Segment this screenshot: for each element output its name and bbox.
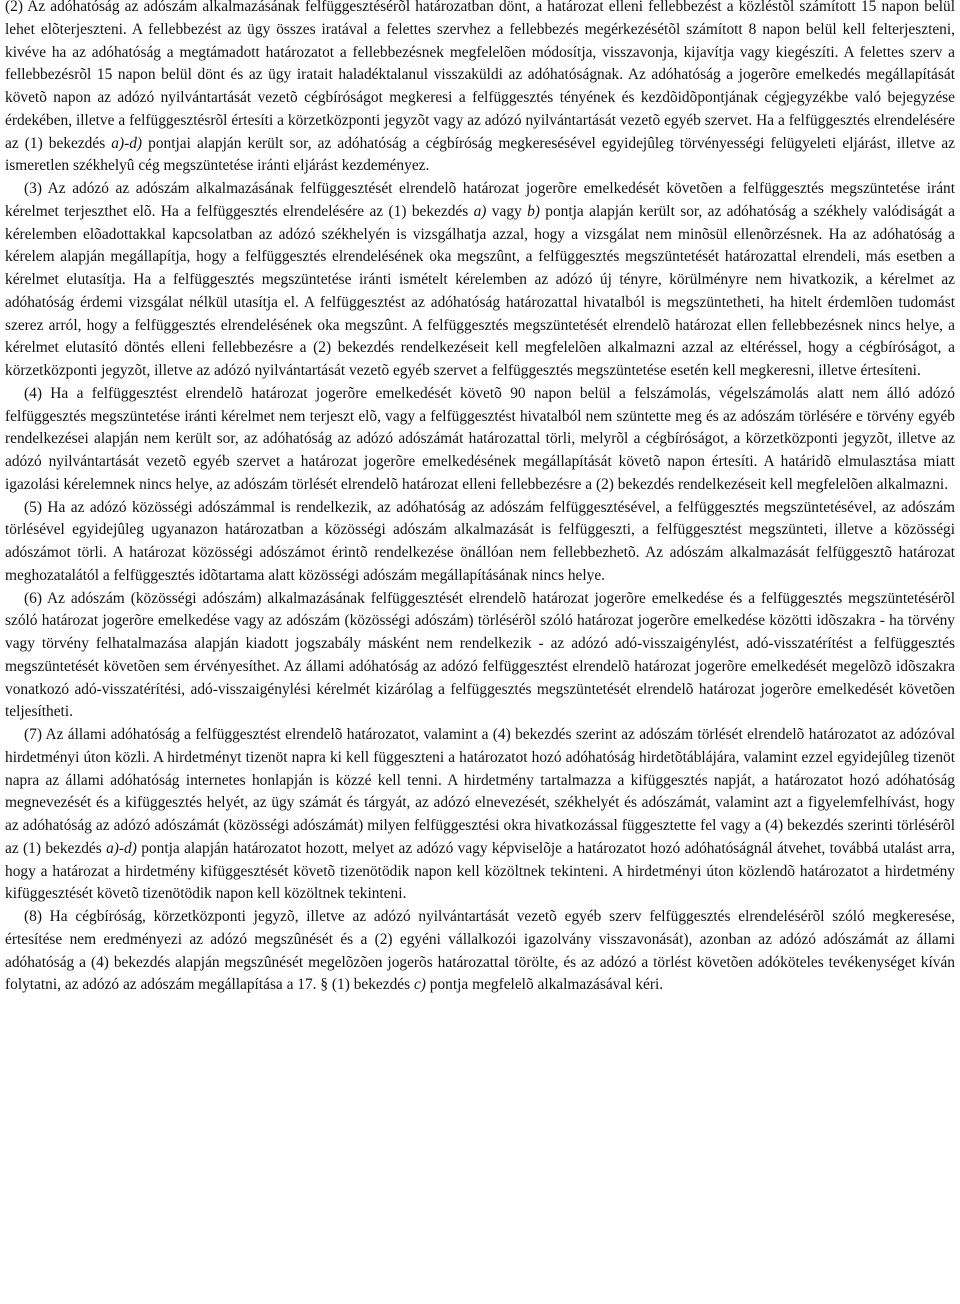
paragraph-p6-segment: (6) Az adószám (közösségi adószám) alkalmazásának felfüggesztését elrendelõ határozat jogerõre emelkedése és a felfüggesztés megszüntetésérõl szóló határozat jogerõre emelkedése vagy az adószám (közösségi adószám) törlésérõl szóló határozat jogerõre emelkedése közötti idõszakra - ha törvény vagy törvény felhatalmazása alapján kiadott jogszabály másként nem rendelkezik - az adózó adó-visszaigénylést, adó-visszatérítést a felfüggesztés megszüntetését követõen sem érvényesíthet. Az állami adóhatóság az adózó felfüggesztést elrendelõ határozat jogerõre emelkedését megelõzõ idõszakra vonatkozó adó-visszatérítési, adó-visszaigénylési kérelmét kizárólag a felfüggesztés megszüntetését elrendelõ határozat jogerõre emelkedését követõen teljesítheti. (5, 589, 955, 721)
paragraph-p5-segment: (5) Ha az adózó közösségi adószámmal is rendelkezik, az adóhatóság az adószám felfüggesztésével, a felfüggesztés megszüntetésével, az adószám törlésével egyidejûleg ugyanazon határozatban a közösségi adószám alkalmazását is felfüggeszti, a felfüggesztést megszünteti, illetve a közösségi adószámot törli. A határozat közösségi adószámot érintõ rendelkezése önállóan nem fellebbezhetõ. Az adószám alkalmazását felfüggesztõ határozat meghozatalától a felfüggesztés idõtartama alatt közösségi adószám megállapításának nincs helye. (5, 498, 955, 584)
paragraph-p7-segment: pontja alapján határozatot hozott, melyet az adózó vagy képviselõje a határozatot hozó adóhatóságnál átvehet, továbbá utalást arra, hogy a határozat a hirdetmény kifüggesztését követõ tizenötödik napon kell közöltnek tekinteni. A hirdetményi úton közlendõ határozatot a hirdetmény kifüggesztését követõ tizenötödik napon kell közöltnek tekinteni. (5, 839, 955, 903)
paragraph-p3-segment: pontja alapján került sor, az adóhatóság a székhely valódiságát a kérelemben elõadottakkal kapcsolatban az adózó székhelyén is vizsgálhatja azzal, hogy a vizsgálat nem minõsül ellenõrzésnek. Ha az adóhatóság a kérelem alapján megállapítja, hogy a felfüggesztés elrendelésének oka megszûnt, a felfüggesztés megszüntetését határozattal elrendeli, más esetben a kérelmet elutasítja. Ha a felfüggesztés megszüntetése iránti ismételt kérelemben az adózó új tényre, körülményre nem hivatkozik, a kérelmet az adóhatóság érdemi vizsgálat nélkül utasítja el. A felfüggesztést az adóhatóság határozattal hivatalból is megszüntetheti, ha hitelt érdemlõen tudomást szerez arról, hogy a felfüggesztés elrendelésének oka megszûnt. A felfüggesztés megszüntetését elrendelõ határozat ellen fellebbezésnek nincs helye, a kérelmet elutasító döntés elleni fellebbezésre a (2) bekezdés rendelkezéseit kell megfelelõen alkalmazni azzal az eltéréssel, hogy a cégbíróságot, a körzetközponti jegyzõt, illetve az adózó nyilvántartását vezetõ egyéb szervet a felfüggesztés megszüntetése esetén kell megkeresni, illetve értesíteni. (5, 202, 955, 379)
paragraph-p2-segment: a)-d) (111, 134, 143, 152)
paragraph-p2-segment: (2) Az adóhatóság az adószám alkalmazásának felfüggesztésérõl határozatban dönt, a határozat elleni fellebbezést a közléstõl számított 15 napon belül lehet elõterjeszteni. A fellebbezést az ügy összes iratával a felettes szervhez a fellebbezés megérkezésétõl számított 8 napon belül kell felterjeszteni, kivéve ha az adóhatóság a megtámadott határozatot a fellebbezésnek megfelelõen módosítja, visszavonja, kijavítja vagy kiegészíti. A felettes szerv a fellebbezésrõl 15 napon belül dönt és az ügy iratait haladéktalanul visszaküldi az adóhatóságnak. Az adóhatóság a jogerõre emelkedés megállapítását követõ napon az adózó nyilvántartását vezetõ cégbíróságot megkeresi a felfüggesztés tényének és kezdõidõpontjának cégjegyzékbe való bejegyzése érdekében, illetve a felfüggesztésrõl értesíti a körzetközponti jegyzõt vagy az adózó nyilvántartását vezetõ egyéb szervet. Ha a felfüggesztés elrendelésére az (1) bekezdés (5, 0, 955, 152)
paragraph-p8 (5, 906, 955, 997)
paragraph-p3-segment: vagy (486, 202, 528, 220)
paragraph-p3-segment: (3) Az adózó az adószám alkalmazásának felfüggesztését elrendelõ határozat jogerõre emelkedését követõen a felfüggesztés megszüntetése iránt kérelmet terjeszthet elõ. Ha a felfüggesztés elrendelésére az (1) bekezdés (5, 180, 955, 220)
paragraph-p7-segment: a)-d) (106, 839, 137, 857)
paragraph-p2-segment: pontjai alapján került sor, az adóhatóság a cégbíróság megkeresésével egyidejûleg törvényességi felügyeleti eljárást, illetve az ismeretlen székhelyû cég megszüntetése iránti eljárást kezdeményez. (5, 134, 955, 175)
paragraph-p8-segment: pontja megfelelõ alkalmazásával kéri. (425, 976, 664, 994)
paragraph-p7-segment: (7) Az állami adóhatóság a felfüggesztést elrendelõ határozatot, valamint a (4) bekezdés szerint az adószám törlését elrendelõ határozatot az adózóval hirdetményi úton közli. A hirdetményt tizenöt napra ki kell függeszteni a határozatot hozó adóhatóság hirdetõtáblájára, valamint ezzel egyidejûleg tizenöt napra az állami adóhatóság internetes honlapján is közzé kell tenni. A hirdetmény tartalmazza a kifüggesztés napját, a határozatot hozó adóhatóság megnevezését és a kifüggesztés helyét, az ügy számát és tárgyát, az adózó elnevezését, székhelyét és adószámát, valamint azt a figyelemfelhívást, hogy az adóhatóság az adózó adószámát (közösségi adószámát) milyen felfüggesztési okra hivatkozással függesztette fel vagy a (4) bekezdés szerinti törlésérõl az (1) bekezdés (5, 726, 955, 857)
paragraph-p3-segment: b) (527, 202, 540, 220)
paragraph-p8-segment: c) (413, 976, 426, 994)
paragraph-p6 (5, 588, 955, 725)
paragraph-p2 (5, 0, 955, 178)
paragraph-p8-segment: (8) Ha cégbíróság, körzetközponti jegyzõ, illetve az adózó nyilvántartását vezetõ egyéb szerv felfüggesztés elrendelésérõl szóló megkeresése, értesítése nem eredményezi az adózó megszûnését és a (2) egyéni vállalkozói igazolvány visszavonását), azonban az adózó adószámát az állami adóhatóság a (4) bekezdés alapján megszûnését megelõzõen jogerõs határozattal törölte, és az adózó a törlést követõen adóköteles tevékenységet kíván folytatni, az adózó az adószám megállapítása a 17. § (1) bekezdés (5, 908, 955, 994)
paragraph-p3 (5, 178, 955, 383)
paragraph-p5 (5, 497, 955, 588)
paragraph-p3-segment: a) (473, 202, 487, 220)
paragraph-p7 (5, 724, 955, 906)
paragraph-p4 (5, 383, 955, 497)
paragraph-p4-segment: (4) Ha a felfüggesztést elrendelõ határozat jogerõre emelkedését követõ 90 napon belül a felszámolás, végelszámolás alatt nem álló adózó felfüggesztés megszüntetése iránti kérelmet nem terjeszt elõ, vagy a felfüggesztést hivatalból nem szüntette meg és az adószám törlésére e törvény egyéb rendelkezései alapján nem került sor, az adóhatóság az adózó adószámát határozattal törli, melyrõl a cégbíróságot, a körzetközponti jegyzõt, illetve az adózó nyilvántartását vezetõ egyéb szervet a határozat jogerõre emelkedésének megállapítását követõ napon értesíti. A határidõ elmulasztása miatt igazolási kérelemnek nincs helye, az adószám törlését elrendelõ határozat elleni fellebbezésre a (2) bekezdés rendelkezéseit kell megfelelõen alkalmazni. (5, 384, 955, 493)
